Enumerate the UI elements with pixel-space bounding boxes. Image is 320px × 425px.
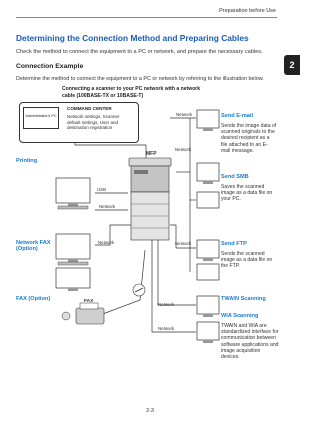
intro-text: Check the method to connect the equipment to a PC or network, and prepare the necessary cables.	[16, 49, 263, 55]
command-center-callout	[19, 102, 137, 141]
command-center-body: Network settings, Scanner default settings, User and destination registration	[67, 114, 120, 131]
section-heading: Connection Example	[16, 63, 84, 70]
command-center-title: COMMAND CENTER	[67, 106, 112, 111]
label-send-email: Send E-mail	[221, 113, 254, 119]
note-send-email: Sends the image data of scanned originals to the desired recipient as a file attached to an E-mail message.	[221, 123, 277, 154]
label-send-ftp: Send FTP	[221, 241, 247, 247]
fax-machine-icon	[62, 303, 104, 324]
note-send-smb: Saves the scanned image as a data file on your PC.	[221, 184, 273, 203]
chapter-tab[interactable]: 2	[284, 55, 300, 75]
mfp-label: MFP	[146, 151, 157, 157]
note-twain-wia: TWAIN and WIA are standardized interface for communication between software applications and image acquisition devices.	[221, 323, 279, 361]
note-send-ftp: Sends the scanned image as a data file on the FTP.	[221, 251, 273, 270]
label-printing: Printing	[16, 158, 38, 164]
network-label-printing: Network	[99, 204, 116, 209]
network-label-ftp: Network	[175, 241, 192, 246]
twain-pc	[197, 296, 219, 317]
printing-pc-1	[56, 178, 90, 209]
label-network-fax: Network FAX (Option)	[16, 240, 51, 253]
label-send-smb: Send SMB	[221, 174, 249, 180]
email-pc	[197, 110, 219, 131]
diagram-caption-line1: Connecting a scanner to your PC network with a network	[62, 86, 201, 92]
network-fax-pc	[56, 234, 90, 265]
label-fax-option: FAX (Option)	[16, 296, 51, 302]
label-twain-scanning: TWAIN Scanning	[221, 296, 266, 302]
wia-pc	[197, 322, 219, 343]
mfp-device	[129, 158, 171, 240]
page-number: 2-3	[146, 408, 154, 414]
admin-pc-screen: Administrator's PC	[23, 107, 59, 129]
diagram-caption-line2: cable (100BASE-TX or 10BASE-T)	[62, 93, 144, 99]
network-label-smb: Network	[175, 147, 192, 152]
network-label-wia: Network	[158, 326, 175, 331]
smb-pc	[197, 163, 219, 208]
header-section: Preparation before Use	[219, 8, 276, 14]
label-wia-scanning: WIA Scanning	[221, 313, 259, 319]
section-description: Determine the method to connect the equipment to a PC or network by referring to the illustration below.	[16, 76, 264, 82]
fax-device-label: FAX	[84, 299, 94, 304]
page-title: Determining the Connection Method and Preparing Cables	[16, 33, 249, 43]
usb-label: USB	[97, 187, 107, 192]
network-label-twain: Network	[158, 302, 175, 307]
network-fax-pc-2	[56, 268, 90, 291]
telephone-line-icon	[133, 284, 145, 296]
ftp-pc	[197, 240, 219, 280]
network-label-email: Network	[176, 112, 193, 117]
network-label-netfax: Network	[98, 240, 115, 245]
